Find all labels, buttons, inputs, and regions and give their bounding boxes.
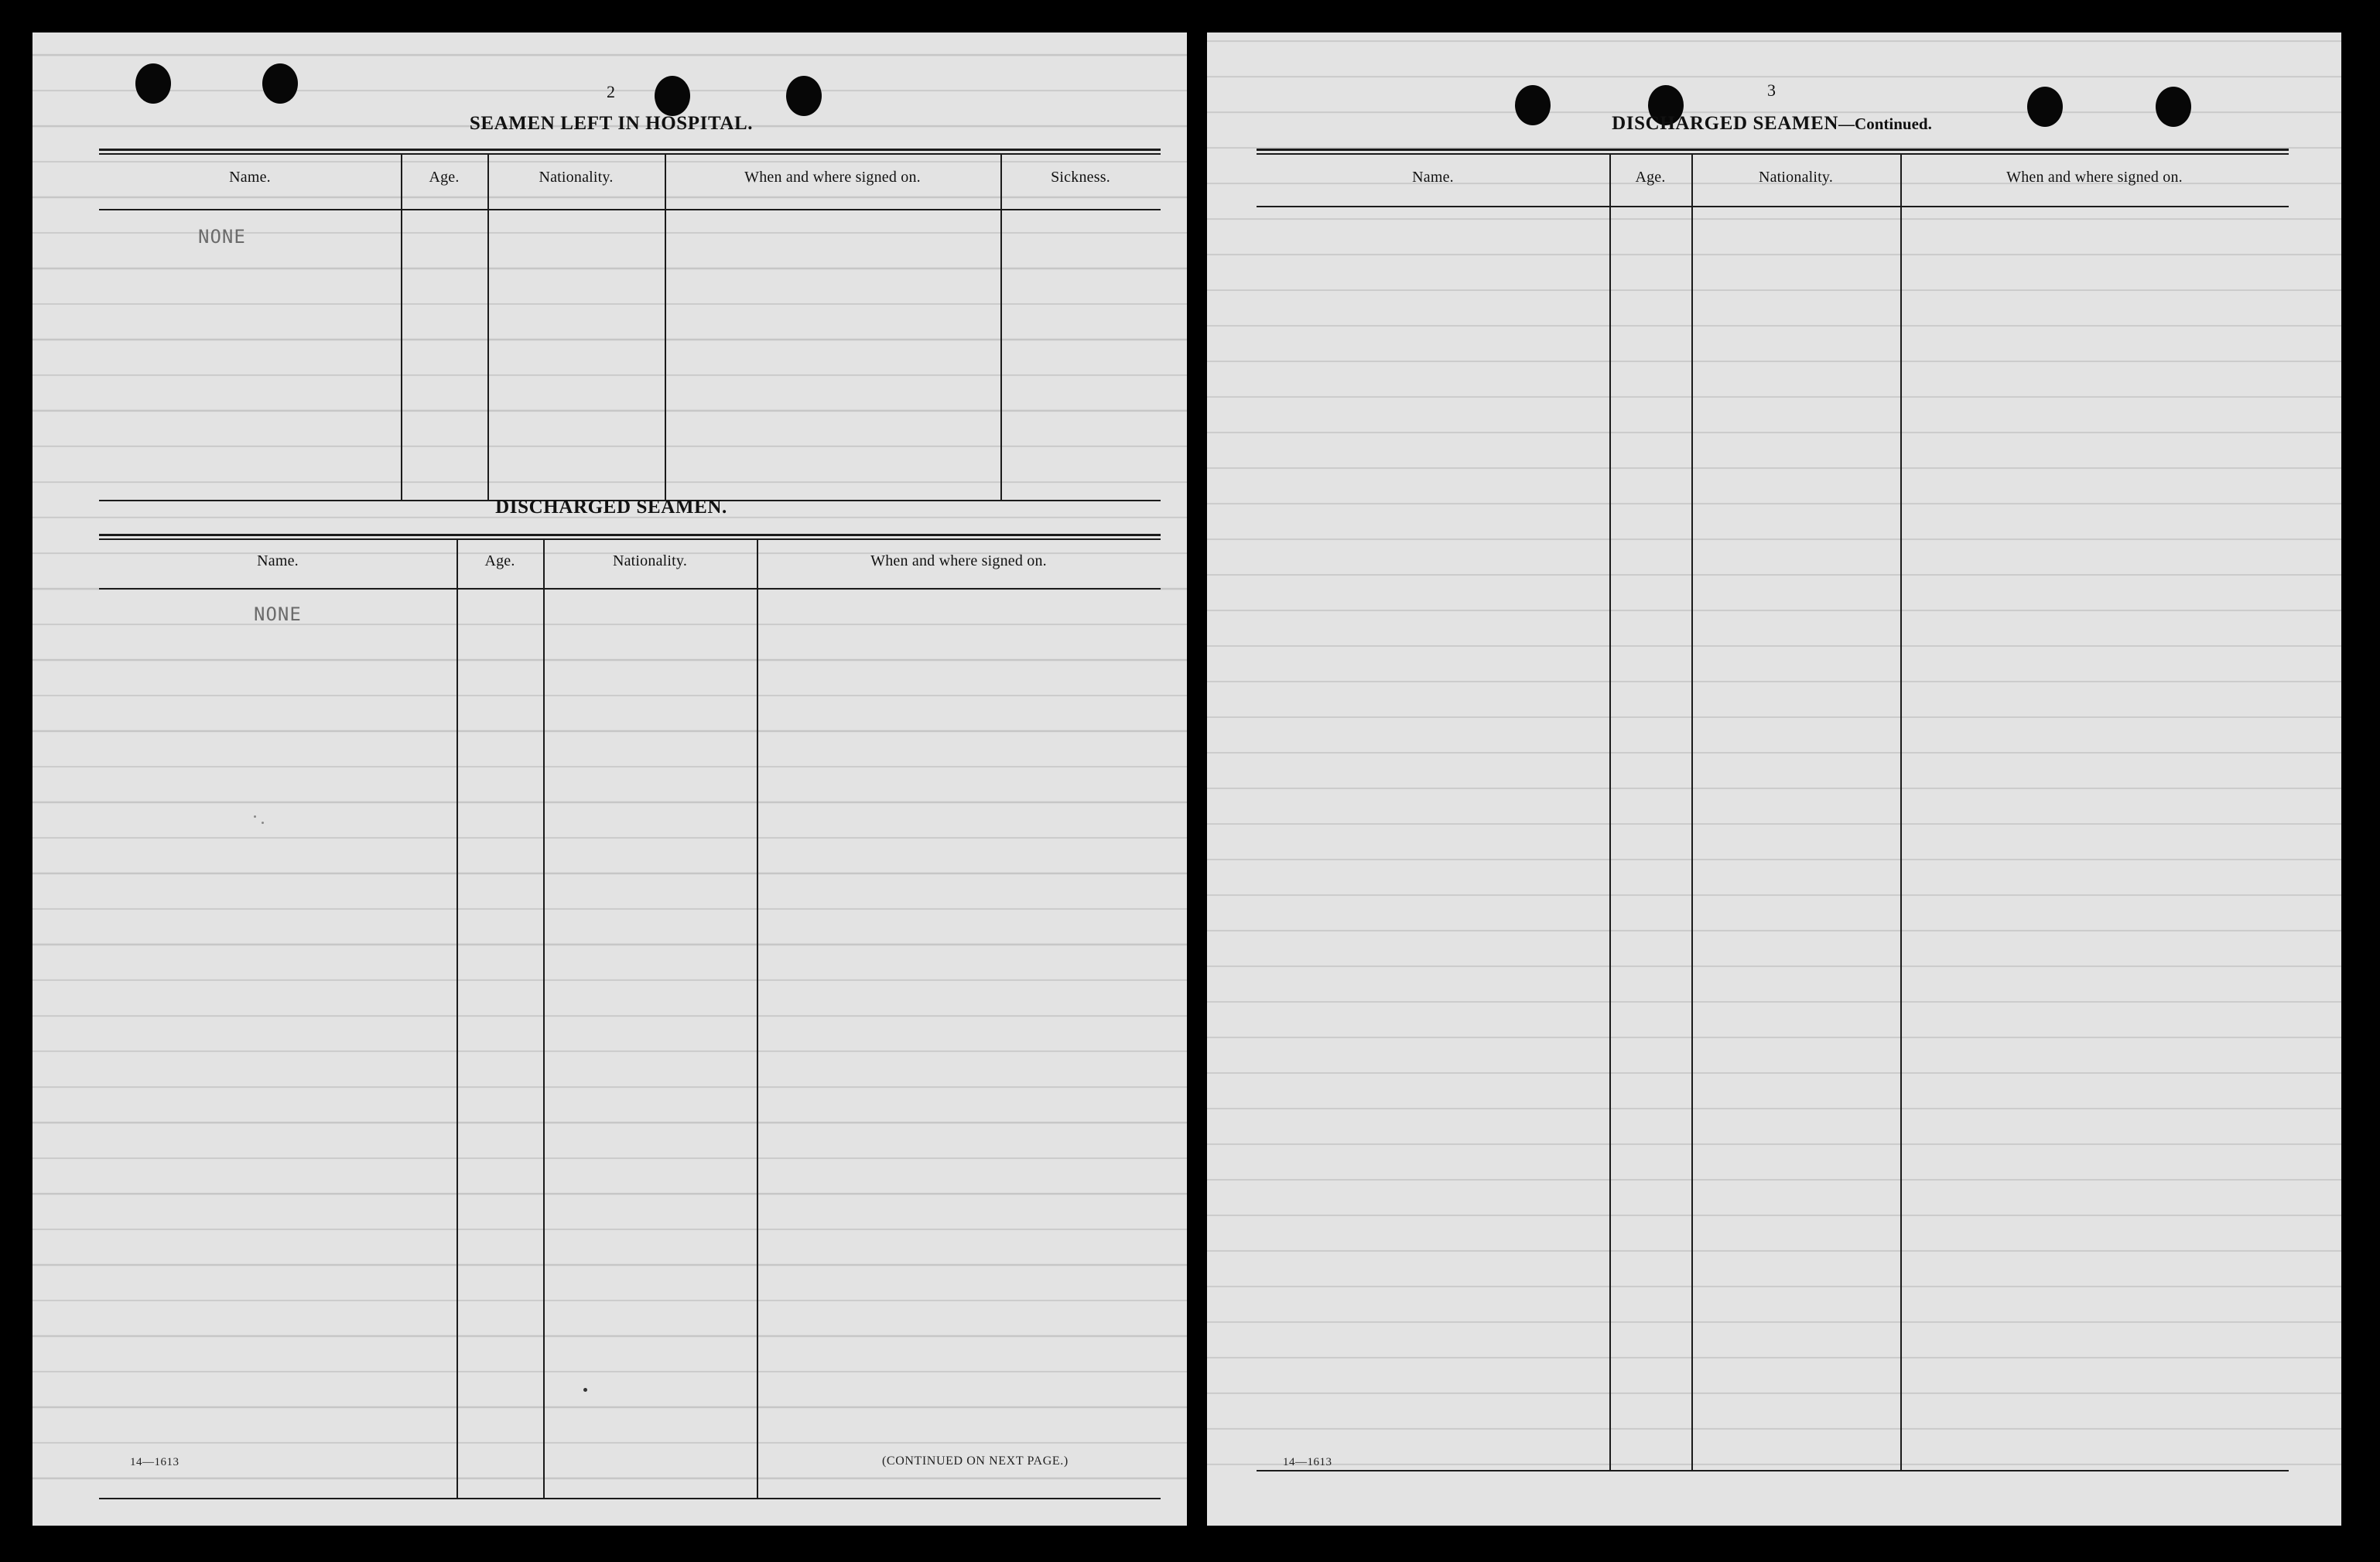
discharged-section-title: DISCHARGED SEAMEN.: [495, 497, 727, 518]
column-divider: [1691, 155, 1693, 1471]
left-page: [32, 32, 1187, 1526]
header-rule: [99, 588, 1161, 590]
col-header-nationality: Nationality.: [612, 552, 688, 569]
header-rule: [1257, 206, 2289, 207]
column-divider: [1609, 155, 1611, 1471]
col-header-name: Name.: [257, 552, 299, 569]
punch-hole: [786, 76, 822, 116]
col-header-age: Age.: [1635, 169, 1666, 186]
hospital-section-title: SEAMEN LEFT IN HOSPITAL.: [469, 113, 754, 134]
col-header-age: Age.: [484, 552, 515, 569]
column-divider: [457, 540, 458, 1499]
column-divider: [543, 540, 545, 1499]
column-divider: [665, 155, 666, 501]
right-page: [1207, 32, 2341, 1526]
discharged-table: [99, 534, 1161, 1501]
hospital-entry: NONE: [198, 226, 246, 248]
table-bottom-rule: [99, 1498, 1161, 1499]
col-header-age: Age.: [429, 169, 460, 186]
table-bottom-rule: [1257, 1470, 2289, 1471]
form-code: 14—1613: [130, 1456, 180, 1468]
column-divider: [1900, 155, 1902, 1471]
punch-hole: [2027, 87, 2063, 127]
discharged-continued-title: [1524, 113, 2019, 135]
column-divider: [757, 540, 758, 1499]
hospital-table: [99, 149, 1161, 501]
col-header-sickness: Sickness.: [1051, 169, 1110, 186]
continued-note: (CONTINUED ON NEXT PAGE.): [882, 1454, 1069, 1468]
column-divider: [401, 155, 402, 501]
col-header-nationality: Nationality.: [1758, 169, 1834, 186]
col-header-nationality: Nationality.: [539, 169, 614, 186]
table-top-rule: [99, 149, 1161, 155]
column-divider: [487, 155, 489, 501]
punch-hole: [135, 63, 171, 104]
col-header-signed-on: When and where signed on.: [2006, 169, 2183, 186]
punch-hole: [655, 76, 690, 116]
col-header-signed-on: When and where signed on.: [870, 552, 1047, 569]
discharged-entry: NONE: [254, 603, 302, 625]
page-number: 2: [607, 82, 615, 101]
title-suffix: —Continued.: [1838, 115, 1932, 133]
discharged-continued-table: [1257, 149, 2289, 1473]
ink-speck: [583, 1388, 587, 1392]
table-top-rule: [1257, 149, 2289, 155]
col-header-name: Name.: [229, 169, 271, 186]
title-main: DISCHARGED SEAMEN: [1612, 113, 1839, 134]
ink-speck: [254, 815, 256, 818]
column-divider: [1000, 155, 1002, 501]
col-header-name: Name.: [1412, 169, 1454, 186]
col-header-signed-on: When and where signed on.: [744, 169, 921, 186]
form-code: 14—1613: [1283, 1456, 1332, 1468]
page-number: 3: [1767, 80, 1776, 100]
ink-speck: [262, 822, 264, 824]
punch-hole: [2156, 87, 2191, 127]
table-top-rule: [99, 534, 1161, 540]
punch-hole: [262, 63, 298, 104]
